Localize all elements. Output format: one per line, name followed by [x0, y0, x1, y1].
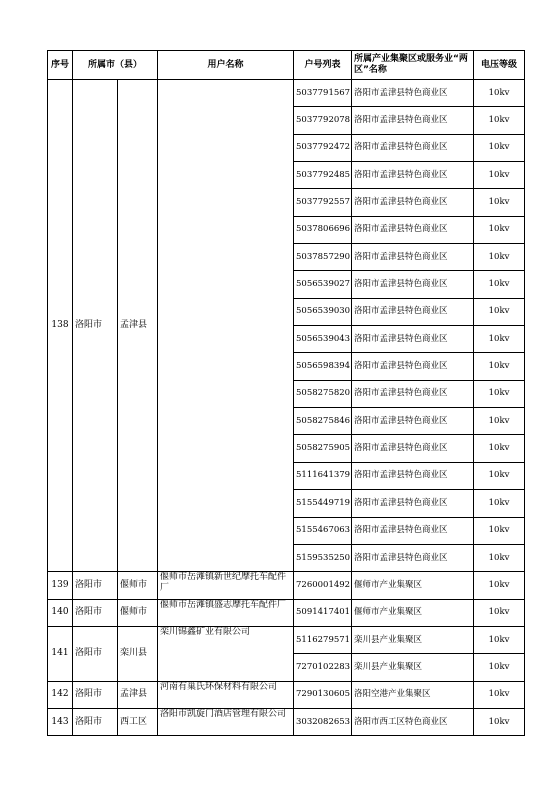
row-account: 5056539030 — [294, 298, 352, 325]
row-account: 5037806696 — [294, 216, 352, 243]
row-account: 5056598394 — [294, 353, 352, 380]
row-account: 5159535250 — [294, 544, 352, 571]
row-zone: 洛阳市西工区特色商业区 — [352, 708, 474, 735]
row-voltage: 10kv — [474, 654, 525, 681]
row-voltage: 10kv — [474, 271, 525, 298]
row-zone: 洛阳市孟津县特色商业区 — [352, 380, 474, 407]
row-county: 孟津县 — [118, 681, 158, 708]
row-zone: 偃师市产业集聚区 — [352, 572, 474, 599]
row-county: 孟津县 — [118, 80, 158, 572]
row-city: 洛阳市 — [73, 708, 118, 735]
row-voltage: 10kv — [474, 107, 525, 134]
row-voltage: 10kv — [474, 380, 525, 407]
row-zone: 洛阳市孟津县特色商业区 — [352, 80, 474, 107]
row-account: 5037857290 — [294, 244, 352, 271]
table-row — [48, 681, 525, 708]
row-zone: 洛阳市孟津县特色商业区 — [352, 189, 474, 216]
row-zone: 洛阳市孟津县特色商业区 — [352, 162, 474, 189]
row-zone: 洛阳市孟津县特色商业区 — [352, 517, 474, 544]
row-seq: 139 — [48, 572, 73, 599]
row-voltage: 10kv — [474, 490, 525, 517]
row-county: 偃师市 — [118, 599, 158, 626]
row-voltage: 10kv — [474, 435, 525, 462]
row-account: 5155449719 — [294, 490, 352, 517]
row-user-name: 洛阳市凯旋门酒店管理有限公司 — [158, 708, 294, 735]
row-voltage: 10kv — [474, 353, 525, 380]
row-zone: 洛阳市孟津县特色商业区 — [352, 271, 474, 298]
table-row — [48, 572, 525, 599]
row-voltage: 10kv — [474, 326, 525, 353]
row-seq: 142 — [48, 681, 73, 708]
row-city: 洛阳市 — [73, 599, 118, 626]
row-zone: 栾川县产业集聚区 — [352, 626, 474, 653]
row-account: 7270102283 — [294, 654, 352, 681]
header-city-county: 所属市（县） — [73, 51, 158, 80]
row-voltage: 10kv — [474, 681, 525, 708]
row-city: 洛阳市 — [73, 80, 118, 572]
row-voltage: 10kv — [474, 626, 525, 653]
row-voltage: 10kv — [474, 408, 525, 435]
row-voltage: 10kv — [474, 216, 525, 243]
row-account: 5111641379 — [294, 462, 352, 489]
row-zone: 栾川县产业集聚区 — [352, 654, 474, 681]
row-voltage: 10kv — [474, 80, 525, 107]
row-zone: 洛阳市孟津县特色商业区 — [352, 544, 474, 571]
header-zone: 所属产业集聚区或服务业“两区”名称 — [352, 51, 474, 80]
row-voltage: 10kv — [474, 544, 525, 571]
row-account: 5155467063 — [294, 517, 352, 544]
row-voltage: 10kv — [474, 134, 525, 161]
row-account: 5037792557 — [294, 189, 352, 216]
table-row — [48, 80, 525, 107]
row-voltage: 10kv — [474, 162, 525, 189]
row-zone: 洛阳市孟津县特色商业区 — [352, 134, 474, 161]
row-city: 洛阳市 — [73, 681, 118, 708]
row-seq: 138 — [48, 80, 73, 572]
row-user-name — [158, 80, 294, 572]
row-voltage: 10kv — [474, 244, 525, 271]
row-user-name: 栾川锦鑫矿业有限公司 — [158, 626, 294, 681]
row-voltage: 10kv — [474, 189, 525, 216]
row-zone: 洛阳市孟津县特色商业区 — [352, 298, 474, 325]
row-zone: 洛阳市孟津县特色商业区 — [352, 490, 474, 517]
row-account: 5116279571 — [294, 626, 352, 653]
row-account: 7290130605 — [294, 681, 352, 708]
header-seq: 序号 — [48, 51, 73, 80]
table-row — [48, 599, 525, 626]
row-account: 5058275846 — [294, 408, 352, 435]
table-row — [48, 708, 525, 735]
row-zone: 偃师市产业集聚区 — [352, 599, 474, 626]
row-voltage: 10kv — [474, 517, 525, 544]
row-account: 5091417401 — [294, 599, 352, 626]
row-zone: 洛阳市孟津县特色商业区 — [352, 107, 474, 134]
row-zone: 洛阳市孟津县特色商业区 — [352, 244, 474, 271]
row-account: 5037792472 — [294, 134, 352, 161]
row-city: 洛阳市 — [73, 572, 118, 599]
table-row — [48, 626, 525, 653]
row-user-name: 河南有巢氏环保材料有限公司 — [158, 681, 294, 708]
row-account: 5037792485 — [294, 162, 352, 189]
row-zone: 洛阳市孟津县特色商业区 — [352, 353, 474, 380]
row-voltage: 10kv — [474, 708, 525, 735]
row-account: 3032082653 — [294, 708, 352, 735]
row-voltage: 10kv — [474, 298, 525, 325]
row-zone: 洛阳市孟津县特色商业区 — [352, 326, 474, 353]
row-zone: 洛阳市孟津县特色商业区 — [352, 435, 474, 462]
row-account: 5037792078 — [294, 107, 352, 134]
row-zone: 洛阳空港产业集聚区 — [352, 681, 474, 708]
row-user-name: 偃师市岳滩镇盛志摩托车配件厂 — [158, 599, 294, 626]
data-table — [47, 50, 525, 736]
row-account: 5037791567 — [294, 80, 352, 107]
row-voltage: 10kv — [474, 599, 525, 626]
table-body — [48, 80, 525, 736]
row-seq: 143 — [48, 708, 73, 735]
row-seq: 140 — [48, 599, 73, 626]
row-city: 洛阳市 — [73, 626, 118, 681]
row-seq: 141 — [48, 626, 73, 681]
row-zone: 洛阳市孟津县特色商业区 — [352, 462, 474, 489]
row-account: 5058275820 — [294, 380, 352, 407]
row-account: 5056539043 — [294, 326, 352, 353]
header-account-list: 户号列表 — [294, 51, 352, 80]
row-voltage: 10kv — [474, 572, 525, 599]
header-user-name: 用户名称 — [158, 51, 294, 80]
table-header — [48, 51, 525, 80]
row-county: 西工区 — [118, 708, 158, 735]
row-account: 7260001492 — [294, 572, 352, 599]
row-zone: 洛阳市孟津县特色商业区 — [352, 408, 474, 435]
header-voltage: 电压等级 — [474, 51, 525, 80]
row-voltage: 10kv — [474, 462, 525, 489]
row-county: 栾川县 — [118, 626, 158, 681]
row-user-name: 偃师市岳滩镇新世纪摩托车配件厂 — [158, 572, 294, 599]
row-account: 5056539027 — [294, 271, 352, 298]
row-county: 偃师市 — [118, 572, 158, 599]
row-account: 5058275905 — [294, 435, 352, 462]
row-zone: 洛阳市孟津县特色商业区 — [352, 216, 474, 243]
